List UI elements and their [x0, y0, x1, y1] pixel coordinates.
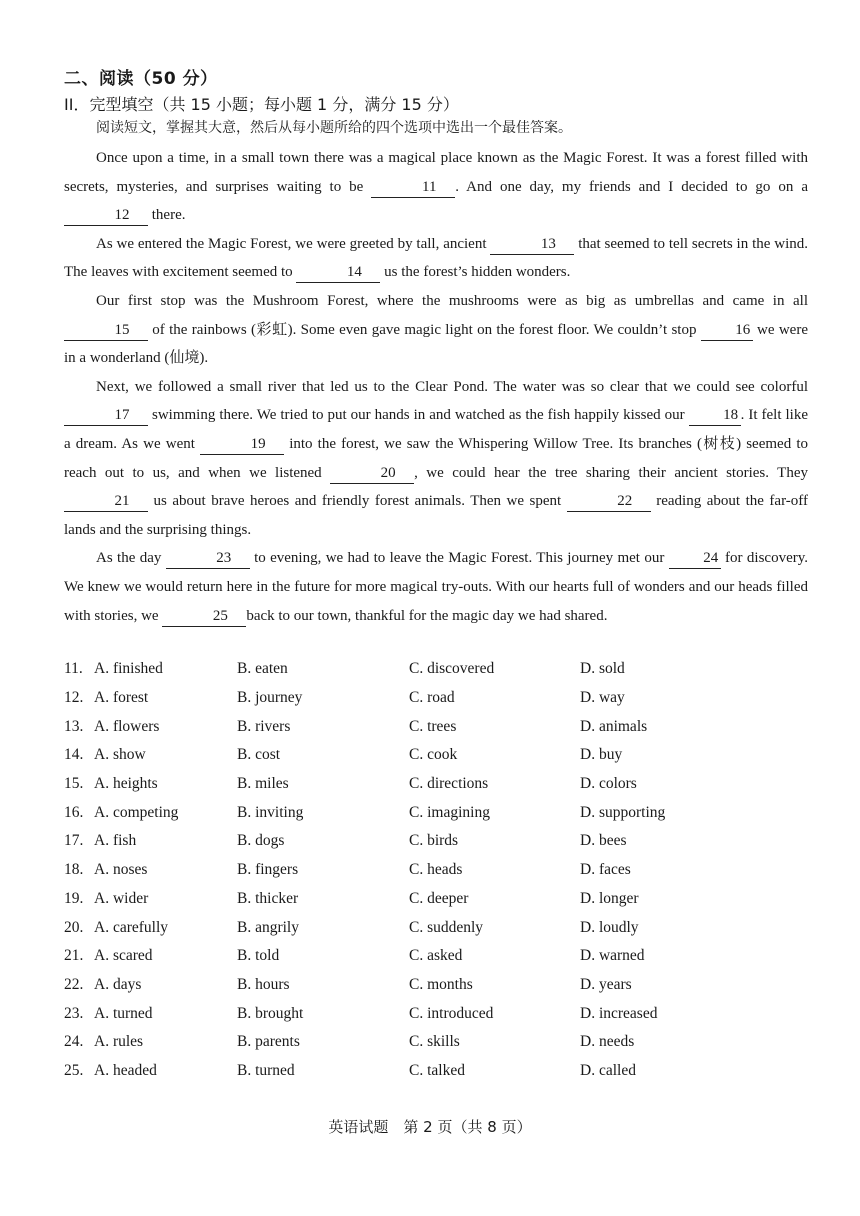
question-number: 21.	[64, 947, 84, 965]
option-b[interactable]: B. rivers	[237, 717, 291, 735]
question-row	[64, 971, 808, 1000]
option-d[interactable]: D. called	[580, 1061, 636, 1079]
option-a[interactable]: A. carefully	[94, 918, 169, 936]
option-a[interactable]: A. flowers	[94, 717, 160, 735]
question-row	[64, 827, 808, 856]
passage-text: that seemed to tell secrets in the wind. The leaves with excitement seemed to	[64, 235, 808, 281]
option-d[interactable]: D. longer	[580, 889, 639, 907]
option-d[interactable]: D. warned	[580, 947, 645, 965]
option-a[interactable]: A. fish	[94, 832, 137, 850]
passage-text: us the forest’s hidden wonders.	[380, 264, 571, 281]
blank-25: 25	[162, 606, 246, 627]
question-row	[64, 684, 808, 713]
passage-text: . And one day, my friends and I decided to go on a	[455, 178, 808, 195]
option-a[interactable]: A. show	[94, 746, 146, 764]
option-c[interactable]: C. asked	[409, 947, 463, 965]
option-b[interactable]: B. miles	[237, 775, 289, 793]
blank-12: 12	[64, 205, 148, 226]
question-row	[64, 1057, 808, 1086]
passage-text: swimming there. We tried to put our hands in and watched as the fish happily kissed our	[148, 407, 689, 424]
option-a[interactable]: A. wider	[94, 889, 149, 907]
blank-18: 18	[689, 405, 741, 426]
passage-text: . It felt like a dream. As we went	[64, 407, 808, 452]
option-b[interactable]: B. inviting	[237, 803, 304, 821]
option-d[interactable]: D. needs	[580, 1033, 635, 1051]
question-row	[64, 741, 808, 770]
option-a[interactable]: A. noses	[94, 861, 148, 879]
question-number: 11.	[64, 660, 83, 678]
option-c[interactable]: C. suddenly	[409, 918, 484, 936]
option-d[interactable]: D. supporting	[580, 803, 666, 821]
option-c[interactable]: C. trees	[409, 717, 457, 735]
option-a[interactable]: A. competing	[94, 803, 179, 821]
passage-text: we were in a wonderland (仙境).	[64, 321, 808, 367]
option-b[interactable]: B. hours	[237, 975, 290, 993]
option-b[interactable]: B. parents	[237, 1033, 300, 1051]
blank-16: 16	[701, 320, 753, 341]
paragraph-1	[64, 144, 808, 230]
question-number: 23.	[64, 1004, 84, 1022]
passage-text: As the day	[96, 550, 166, 567]
option-c[interactable]: C. skills	[409, 1033, 460, 1051]
blank-23: 23	[166, 548, 250, 569]
passage-text: into the forest, we saw the Whispering Willow Tree. Its branches (树枝) seemed to reach out to us, and when we listened	[64, 435, 808, 481]
passage-text: of the rainbows (彩虹). Some even gave magic light on the forest floor. We couldn’t stop	[148, 321, 701, 338]
question-row	[64, 856, 808, 885]
option-b[interactable]: B. told	[237, 947, 280, 965]
option-c[interactable]: C. heads	[409, 861, 463, 879]
question-number: 16.	[64, 803, 84, 821]
option-a[interactable]: A. days	[94, 975, 142, 993]
option-c[interactable]: C. birds	[409, 832, 459, 850]
question-row	[64, 798, 808, 827]
blank-19: 19	[200, 434, 284, 455]
option-b[interactable]: B. brought	[237, 1004, 304, 1022]
question-row	[64, 655, 808, 684]
passage-text: As we entered the Magic Forest, we were greeted by tall, ancient	[96, 235, 491, 252]
option-b[interactable]: B. journey	[237, 689, 303, 707]
option-d[interactable]: D. years	[580, 975, 632, 993]
option-d[interactable]: D. way	[580, 689, 625, 707]
option-c[interactable]: C. cook	[409, 746, 458, 764]
question-number: 18.	[64, 861, 84, 879]
question-number: 14.	[64, 746, 84, 764]
option-b[interactable]: B. eaten	[237, 660, 288, 678]
option-b[interactable]: B. fingers	[237, 861, 299, 879]
cloze-passage	[64, 144, 808, 630]
question-number: 22.	[64, 975, 84, 993]
option-d[interactable]: D. colors	[580, 775, 637, 793]
blank-11: 11	[371, 177, 455, 198]
paragraph-2	[64, 230, 808, 287]
blank-21: 21	[64, 491, 148, 512]
passage-text: back to our town, thankful for the magic day we had shared.	[246, 607, 608, 624]
question-number: 17.	[64, 832, 84, 850]
option-c[interactable]: C. months	[409, 975, 473, 993]
question-number: 19.	[64, 889, 84, 907]
option-d[interactable]: D. faces	[580, 861, 631, 879]
option-b[interactable]: B. angrily	[237, 918, 299, 936]
question-row	[64, 885, 808, 914]
blank-22: 22	[567, 491, 651, 512]
passage-text: reading about the far-off lands and the surprising things.	[64, 493, 808, 538]
question-row	[64, 712, 808, 741]
passage-text: us about brave heroes and friendly forest animals. Then we spent	[148, 493, 567, 510]
question-number: 12.	[64, 689, 84, 707]
passage-text: , we could hear the tree sharing their ancient stories. They	[414, 464, 808, 481]
option-c[interactable]: C. directions	[409, 775, 489, 793]
answer-options	[64, 655, 808, 1085]
passage-text: to evening, we had to leave the Magic Forest. This journey met our	[249, 550, 669, 567]
option-a[interactable]: A. forest	[94, 689, 149, 707]
passage-text: there.	[148, 207, 186, 224]
option-d[interactable]: D. bees	[580, 832, 627, 850]
passage-text: Our first stop was the Mushroom Forest, where the mushrooms were as big as umbrellas and came in all	[96, 292, 808, 309]
option-a[interactable]: A. headed	[94, 1061, 157, 1079]
option-a[interactable]: A. rules	[94, 1033, 144, 1051]
option-d[interactable]: D. increased	[580, 1004, 658, 1022]
question-row	[64, 913, 808, 942]
option-c[interactable]: C. discovered	[409, 660, 495, 678]
question-number: 15.	[64, 775, 84, 793]
option-c[interactable]: C. imagining	[409, 803, 490, 821]
question-number: 24.	[64, 1033, 84, 1051]
question-number: 20.	[64, 918, 84, 936]
question-row	[64, 1028, 808, 1057]
blank-14: 14	[296, 262, 380, 283]
option-d[interactable]: D. sold	[580, 660, 625, 678]
option-c[interactable]: C. talked	[409, 1061, 465, 1079]
option-d[interactable]: D. buy	[580, 746, 623, 764]
option-d[interactable]: D. animals	[580, 717, 648, 735]
page-footer: 英语试题 第 2 页（共 8 页）	[328, 1118, 532, 1136]
option-a[interactable]: A. scared	[94, 947, 153, 965]
instruction: 阅读短文，掌握其大意，然后从每小题所给的四个选项中选出一个最佳答案。	[96, 120, 572, 136]
blank-20: 20	[330, 463, 414, 484]
paragraph-4	[64, 373, 808, 545]
blank-13: 13	[490, 234, 574, 255]
passage-text: Once upon a time, in a small town there was a magical place known as the Magic Forest. It was a forest filled with secrets, mysteries, and surprises waiting to be	[64, 150, 808, 195]
option-b[interactable]: B. dogs	[237, 832, 285, 850]
part-title: II．完型填空（共 15 小题；每小题 1 分，满分 15 分）	[64, 95, 459, 114]
option-b[interactable]: B. thicker	[237, 889, 299, 907]
question-row	[64, 770, 808, 799]
option-c[interactable]: C. road	[409, 689, 455, 707]
question-row	[64, 999, 808, 1028]
option-a[interactable]: A. finished	[94, 660, 163, 678]
blank-24: 24	[669, 548, 721, 569]
passage-text: Next, we followed a small river that led us to the Clear Pond. The water was so clear that we could see colorful	[96, 378, 808, 395]
paragraph-5	[64, 544, 808, 630]
option-a[interactable]: A. heights	[94, 775, 158, 793]
option-b[interactable]: B. turned	[237, 1061, 295, 1079]
question-number: 25.	[64, 1061, 84, 1079]
passage-text: for discovery. We knew we would return here in the future for more magical try-outs. With our hearts full of wonders and our heads filled with stories, we	[64, 550, 808, 624]
question-number: 13.	[64, 717, 84, 735]
option-d[interactable]: D. loudly	[580, 918, 639, 936]
option-c[interactable]: C. introduced	[409, 1004, 494, 1022]
question-row	[64, 942, 808, 971]
option-c[interactable]: C. deeper	[409, 889, 469, 907]
blank-17: 17	[64, 405, 148, 426]
section-title: 二、阅读（50 分）	[64, 69, 218, 89]
paragraph-3	[64, 287, 808, 373]
option-a[interactable]: A. turned	[94, 1004, 153, 1022]
option-b[interactable]: B. cost	[237, 746, 281, 764]
blank-15: 15	[64, 320, 148, 341]
